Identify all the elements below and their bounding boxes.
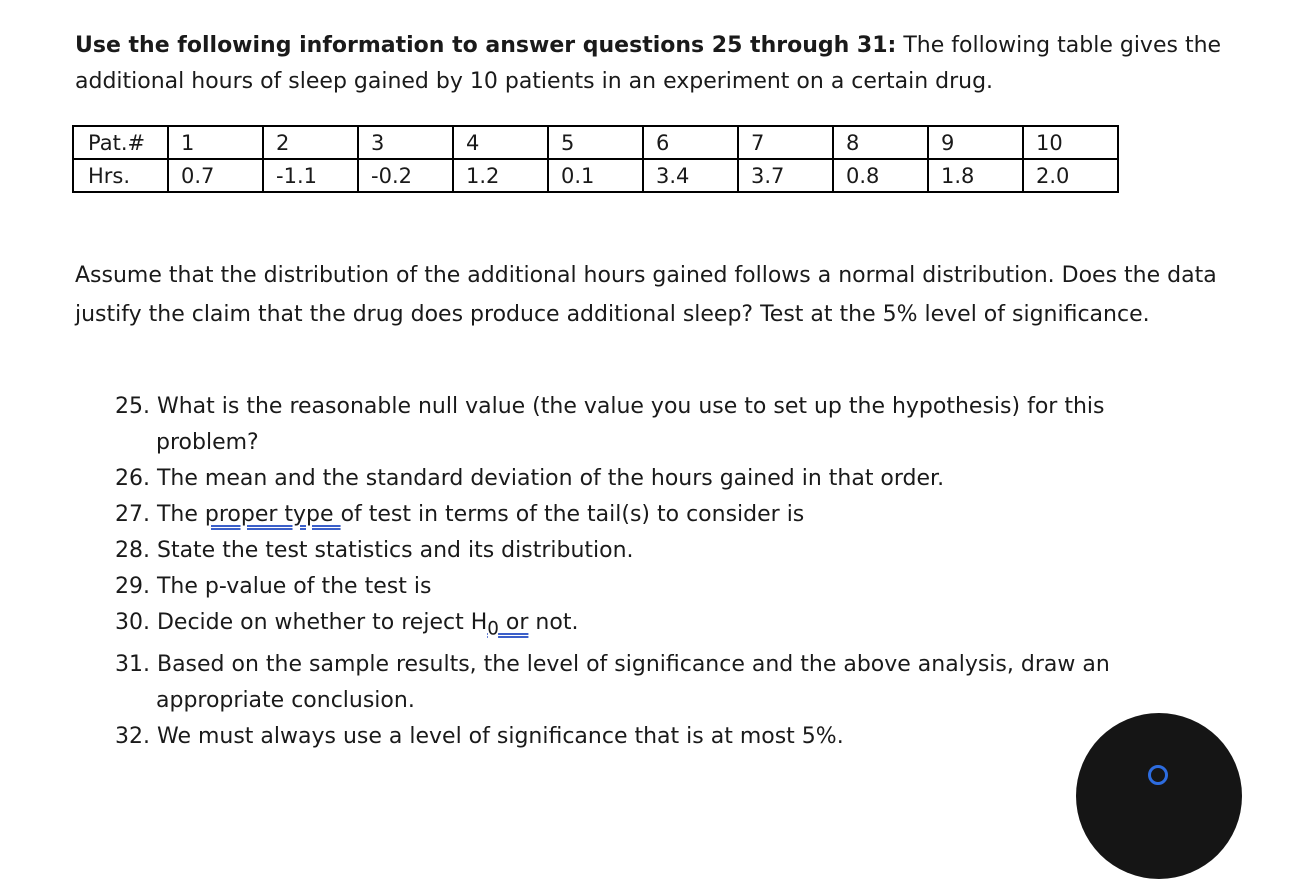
table-cell: 0.8 <box>833 159 928 192</box>
table-cell: 10 <box>1023 126 1118 159</box>
question-list <box>115 389 1165 755</box>
table-cell: -0.2 <box>358 159 453 192</box>
floating-action-button[interactable] <box>1076 713 1242 879</box>
table-cell: 3.4 <box>643 159 738 192</box>
subscript-zero: 0 <box>487 618 499 640</box>
proofing-underline[interactable]: proper type <box>204 502 341 527</box>
table-cell: 2 <box>263 126 358 159</box>
sleep-data-table <box>72 125 1119 193</box>
table-cell: 9 <box>928 126 1023 159</box>
table-cell: 7 <box>738 126 833 159</box>
table-row-hours <box>73 159 1118 192</box>
table-cell: 5 <box>548 126 643 159</box>
question-30-underlined: or <box>498 610 529 635</box>
assumption-paragraph: Assume that the distribution of the additional hours gained follows a normal distribution. Does the data justify the claim that the drug does produce additional sleep? Test at the 5% level of significance. <box>75 263 1217 327</box>
table-cell: 1.8 <box>928 159 1023 192</box>
question-29: 29. The p-value of the test is <box>115 574 432 599</box>
table-cell: 0.7 <box>168 159 263 192</box>
intro-paragraph <box>75 28 1225 100</box>
question-31: 31. Based on the sample results, the level of significance and the above analysis, draw an appropriate conclusion. <box>115 652 1110 714</box>
table-cell: 3.7 <box>738 159 833 192</box>
question-28: 28. State the test statistics and its distribution. <box>115 538 634 563</box>
question-30-end: not. <box>528 610 579 635</box>
table-cell: 1.2 <box>453 159 548 192</box>
intro-bold: Use the following information to answer questions 25 through 31: <box>75 33 897 58</box>
table-cell: 4 <box>453 126 548 159</box>
table-cell: 8 <box>833 126 928 159</box>
question-27-start: 27. The <box>115 502 205 527</box>
question-27 <box>115 497 1165 533</box>
proofing-underline[interactable] <box>487 610 529 640</box>
intro-text: The following table gives the additional hours of sleep gained by 10 patients in an experiment on a certain drug. <box>75 33 1222 94</box>
table-cell: 6 <box>643 126 738 159</box>
table-cell: 1 <box>168 126 263 159</box>
row-label-patient: Pat.# <box>73 126 168 159</box>
question-30-start: 30. Decide on whether to reject H <box>115 610 488 635</box>
question-26: 26. The mean and the standard deviation of the hours gained in that order. <box>115 466 945 491</box>
question-25: 25. What is the reasonable null value (the value you use to set up the hypothesis) for this problem? <box>115 394 1105 455</box>
table-cell: 3 <box>358 126 453 159</box>
table-cell: -1.1 <box>263 159 358 192</box>
question-27-end: of test in terms of the tail(s) to consider is <box>340 502 805 527</box>
circle-icon <box>1148 765 1168 785</box>
table-cell: 0.1 <box>548 159 643 192</box>
row-label-hours: Hrs. <box>73 159 168 192</box>
table-cell: 2.0 <box>1023 159 1118 192</box>
table-row-patients <box>73 126 1118 159</box>
question-30 <box>115 605 1165 647</box>
question-32: 32. We must always use a level of significance that is at most 5%. <box>115 724 844 750</box>
